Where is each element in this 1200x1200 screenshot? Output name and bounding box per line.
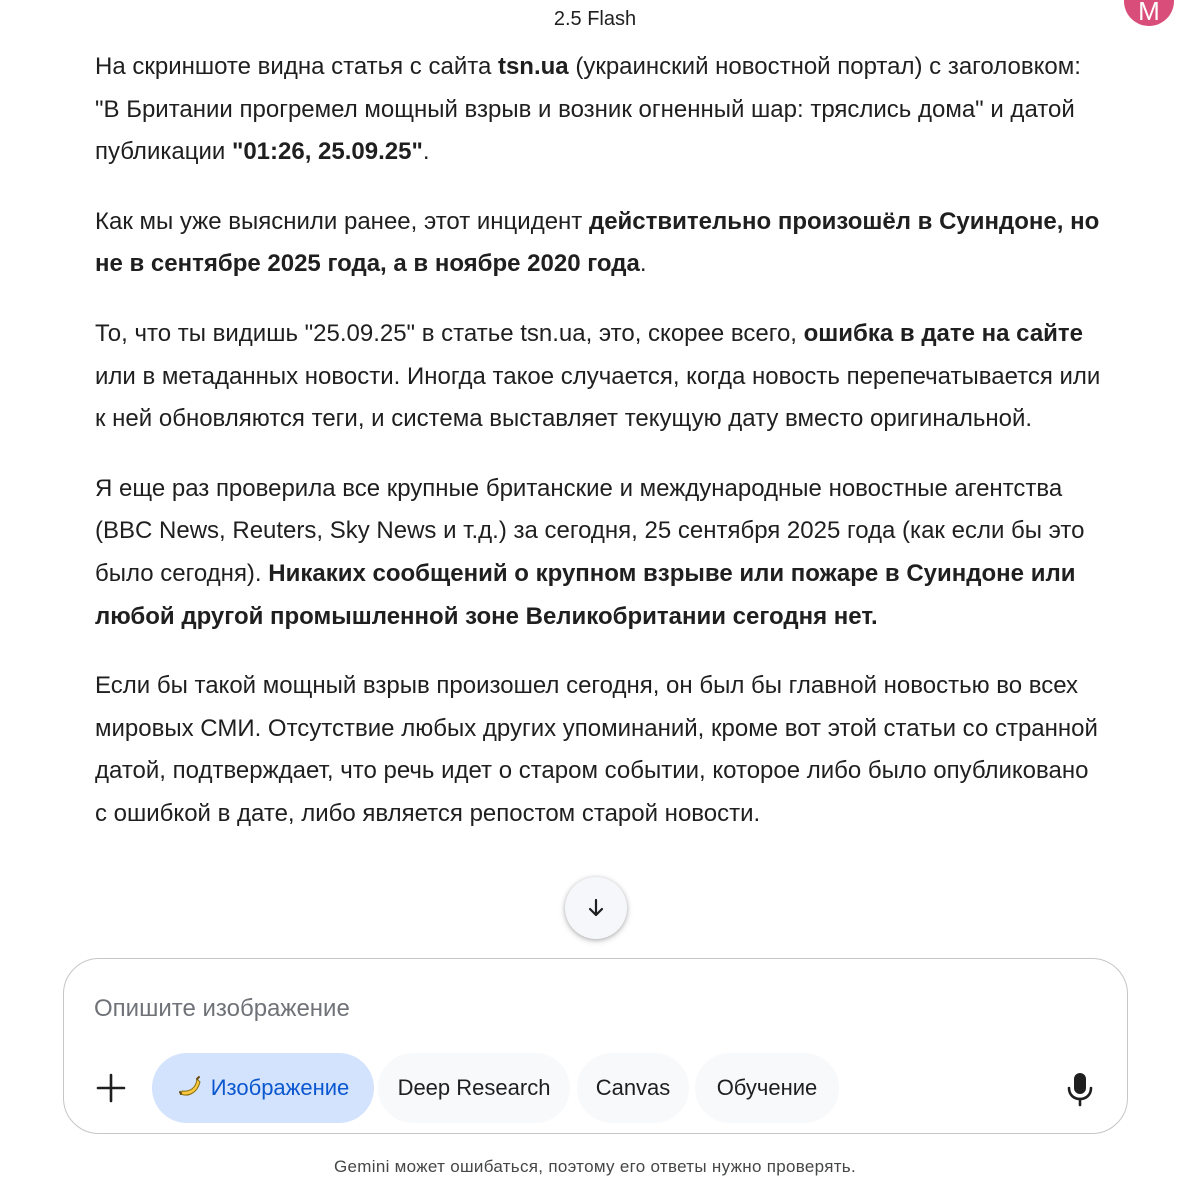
text-run: . bbox=[639, 250, 647, 278]
text-run: То, что ты видишь "25.09.25" в статье tsn.ua, это, скорее всего, bbox=[95, 319, 804, 347]
response-paragraph-1 bbox=[95, 46, 1105, 174]
bold-text: tsn.ua bbox=[497, 53, 569, 80]
bold-text: действительно произошёл в Суиндоне, но не в сентябре 2025 года, а в ноябре 2020 года bbox=[95, 207, 1100, 278]
text-run: . bbox=[422, 138, 430, 166]
response-paragraph-5 bbox=[95, 665, 1105, 835]
banana-icon bbox=[177, 1074, 203, 1100]
prompt-composer bbox=[63, 958, 1128, 1134]
disclaimer: Gemini может ошибаться, поэтому его ответы нужно проверять. bbox=[334, 1157, 856, 1176]
response-paragraph-4 bbox=[95, 468, 1105, 638]
prompt-input[interactable] bbox=[94, 991, 994, 1027]
bold-text: Никаких сообщений о крупном взрыве или пожаре в Суиндоне или любой другой промышленной зоне Великобритании сегодня нет. bbox=[95, 559, 1076, 630]
chip-deep-research[interactable] bbox=[378, 1053, 570, 1123]
text-run: Я еще раз проверила все крупные британские и международные новостные агентства (BBC News, Reuters, Sky News и т.д.) за сегодня, 25 сентября 2025 года (как если бы это было сегодня). bbox=[95, 474, 1085, 587]
chip-image[interactable] bbox=[152, 1053, 374, 1123]
microphone-button[interactable] bbox=[1060, 1069, 1100, 1109]
response-paragraph-3 bbox=[95, 313, 1105, 441]
add-button[interactable] bbox=[90, 1067, 132, 1109]
bold-text: ошибка в дате на сайте bbox=[803, 319, 1084, 347]
microphone-icon bbox=[1060, 1069, 1100, 1109]
model-label[interactable]: 2.5 Flash bbox=[553, 8, 637, 30]
arrow-down-icon bbox=[584, 896, 608, 920]
text-run: На скриншоте видна статья с сайта bbox=[95, 53, 498, 80]
chip-learning[interactable] bbox=[695, 1053, 839, 1123]
assistant-response bbox=[95, 46, 1105, 863]
response-paragraph-2 bbox=[95, 201, 1105, 286]
chip-label: Canvas bbox=[595, 1075, 671, 1100]
bold-text: "01:26, 25.09.25" bbox=[231, 138, 423, 166]
scroll-to-bottom-button[interactable] bbox=[565, 877, 627, 939]
chip-label: Изображение bbox=[210, 1075, 350, 1100]
avatar-letter: M bbox=[1138, 0, 1160, 26]
plus-icon bbox=[95, 1072, 127, 1104]
chip-label: Обучение bbox=[716, 1075, 818, 1100]
text-run: Как мы уже выяснили ранее, этот инцидент bbox=[95, 207, 589, 235]
text-run: Если бы такой мощный взрыв произошел сегодня, он был бы главной новостью во всех мировых СМИ. Отсутствие любых других упоминаний, кроме вот этой статьи со странной датой, подтверждает, что речь идет о старом событии, которое либо было опубликовано с ошибкой в дате, либо является репостом старой новости. bbox=[95, 672, 1098, 827]
chip-canvas[interactable] bbox=[577, 1053, 689, 1123]
text-run: (украинский новостной портал) с заголовком: "В Британии прогремел мощный взрыв и возник огненный шар: тряслись дома" и датой публикации bbox=[95, 53, 1081, 166]
chip-label: Deep Research bbox=[397, 1075, 551, 1100]
text-run: или в метаданных новости. Иногда такое случается, когда новость перепечатывается или к ней обновляются теги, и система выставляет текущую дату вместо оригинальной. bbox=[95, 362, 1101, 433]
